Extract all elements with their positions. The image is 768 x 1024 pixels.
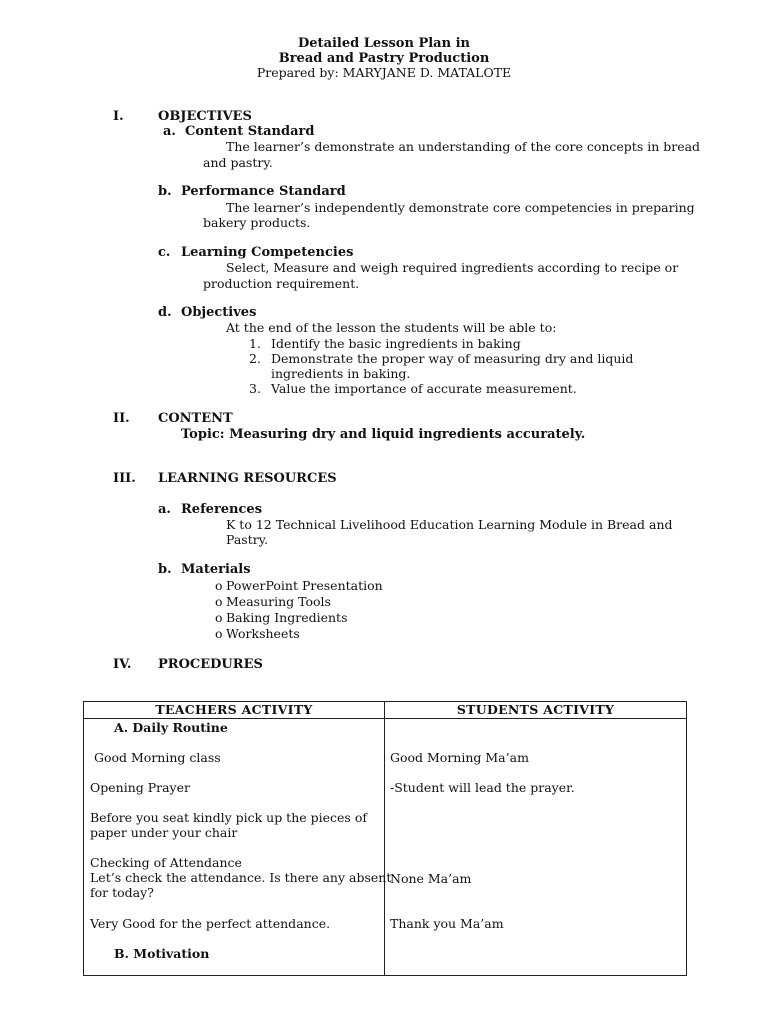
students-activity-cell [385, 719, 687, 976]
student-thanks-reply: Thank you Ma’am [390, 916, 504, 931]
pickup-instruction-line2: paper under your chair [90, 825, 238, 840]
objective-number: 1. [249, 336, 261, 351]
section-numeral-learning-resources: III. [113, 471, 136, 486]
daily-routine-heading: A. Daily Routine [114, 720, 228, 735]
motivation-heading: B. Motivation [114, 946, 210, 961]
subsection-title-content-standard: Content Standard [185, 124, 315, 139]
material-item: Worksheets [226, 626, 300, 641]
table-row [84, 719, 687, 976]
attendance-question-line2: for today? [90, 885, 154, 900]
very-good-remark: Very Good for the perfect attendance. [90, 916, 331, 931]
student-greeting-reply: Good Morning Ma’am [390, 750, 529, 765]
learning-competencies-line1: Select, Measure and weigh required ingredients according to recipe or [226, 260, 679, 275]
material-item: Measuring Tools [226, 594, 331, 609]
bullet-icon: o [215, 578, 223, 593]
attendance-question-line1: Let’s check the attendance. Is there any absent [90, 870, 392, 885]
objective-number: 2. [249, 351, 261, 366]
material-item: PowerPoint Presentation [226, 578, 383, 593]
objective-number: 3. [249, 381, 261, 396]
student-attendance-reply: None Ma’am [390, 871, 472, 886]
content-standard-line1: The learner’s demonstrate an understanding of the core concepts in bread [226, 139, 701, 154]
teacher-greeting: Good Morning class [94, 750, 221, 765]
subsection-title-objectives: Objectives [181, 305, 257, 320]
references-line1: K to 12 Technical Livelihood Education Learning Module in Bread and [226, 517, 673, 532]
objectives-intro: At the end of the lesson the students will be able to: [226, 320, 557, 335]
bullet-icon: o [215, 594, 223, 609]
subsection-letter-references: a. [158, 502, 171, 517]
objective-item-continued: ingredients in baking. [271, 366, 411, 381]
subsection-title-learning-competencies: Learning Competencies [181, 245, 354, 260]
references-line2: Pastry. [226, 532, 269, 547]
section-numeral-content: II. [113, 411, 130, 426]
opening-prayer: Opening Prayer [90, 780, 190, 795]
column-header-teachers: TEACHERS ACTIVITY [84, 702, 385, 719]
bullet-icon: o [215, 610, 223, 625]
subsection-letter-performance-standard: b. [158, 184, 172, 199]
content-topic: Topic: Measuring dry and liquid ingredients accurately. [181, 427, 586, 442]
performance-standard-line2: bakery products. [203, 215, 311, 230]
subsection-letter-objectives: d. [158, 305, 172, 320]
performance-standard-line1: The learner’s independently demonstrate core competencies in preparing [226, 200, 695, 215]
objective-item: Value the importance of accurate measurement. [271, 381, 577, 396]
student-prayer-reply: -Student will lead the prayer. [390, 780, 575, 795]
subsection-letter-content-standard: a. [163, 124, 176, 139]
subsection-letter-materials: b. [158, 562, 172, 577]
teachers-activity-cell [84, 719, 392, 976]
bullet-icon: o [215, 626, 223, 641]
procedures-table [83, 701, 687, 976]
subsection-letter-learning-competencies: c. [158, 245, 171, 260]
section-numeral-procedures: IV. [113, 657, 132, 672]
document-title-line1: Detailed Lesson Plan in [298, 36, 470, 51]
prepared-by: Prepared by: MARYJANE D. MATALOTE [256, 65, 512, 80]
pickup-instruction-line1: Before you seat kindly pick up the pieces of [90, 810, 367, 825]
section-title-objectives: OBJECTIVES [158, 109, 252, 124]
table-header-row [84, 702, 687, 719]
column-header-students: STUDENTS ACTIVITY [385, 702, 687, 719]
learning-competencies-line2: production requirement. [203, 276, 360, 291]
objective-item: Demonstrate the proper way of measuring dry and liquid [271, 351, 634, 366]
section-title-procedures: PROCEDURES [158, 657, 263, 672]
attendance-title: Checking of Attendance [90, 855, 242, 870]
subsection-title-performance-standard: Performance Standard [181, 184, 346, 199]
section-numeral-objectives: I. [113, 109, 124, 124]
content-standard-line2: and pastry. [203, 155, 273, 170]
subsection-title-materials: Materials [181, 562, 251, 577]
subsection-title-references: References [181, 502, 263, 517]
section-title-content: CONTENT [158, 411, 233, 426]
document-title-line2: Bread and Pastry Production [278, 51, 490, 66]
section-title-learning-resources: LEARNING RESOURCES [158, 471, 337, 486]
objective-item: Identify the basic ingredients in baking [271, 336, 521, 351]
material-item: Baking Ingredients [226, 610, 348, 625]
